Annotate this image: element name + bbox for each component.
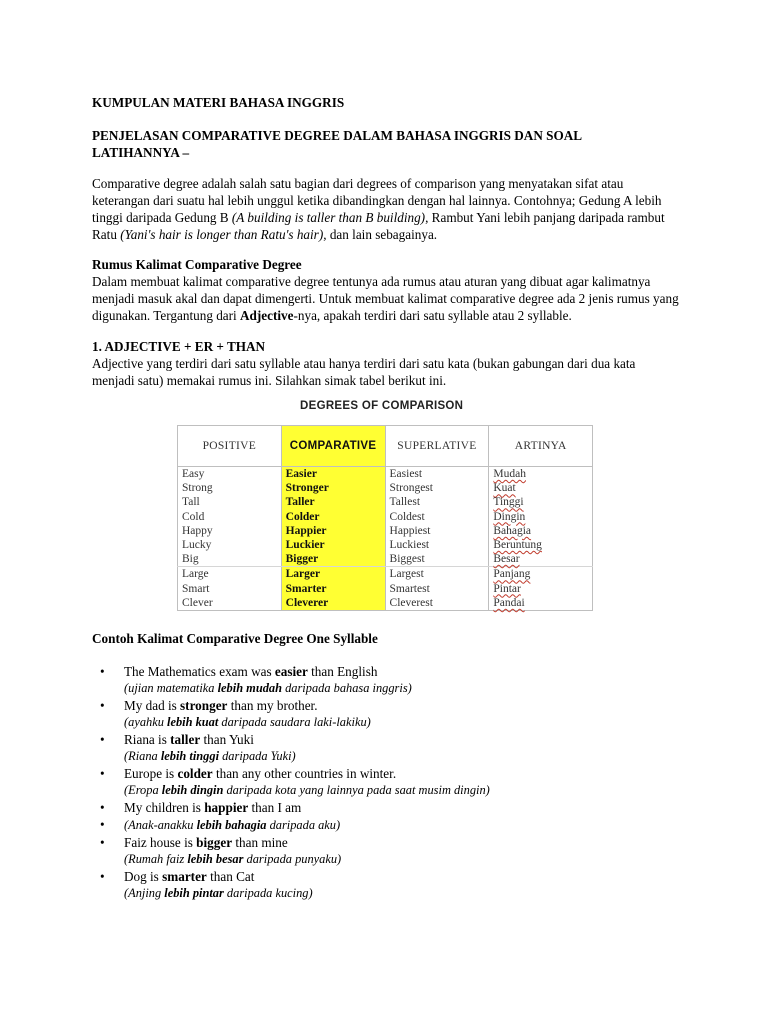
cell-artinya xyxy=(489,481,593,495)
example-translation xyxy=(124,782,660,799)
translation-text: (Riana xyxy=(124,749,161,763)
cell-superlative: Biggest xyxy=(385,552,489,567)
table-row xyxy=(178,467,593,482)
example-sentence-text: Dog is xyxy=(124,869,163,884)
intro-text-2: , Rambut Yani lebih panjang daripada rambut Ratu xyxy=(92,210,665,242)
example-sentence-text: than mine xyxy=(232,835,288,850)
example-sentence-text: than any other countries in winter. xyxy=(212,766,397,781)
translation-bold: lebih kuat xyxy=(167,715,219,729)
rumus-text-1: Dalam membuat kalimat comparative degree tentunya ada rumus atau aturan yang dibuat agar kalimatnya menjadi masuk akal dan dapat dimengerti. Untuk membuat kalimat comparative degree ada 2 jenis rumus yang digunakan. Tergantung dari xyxy=(92,274,679,323)
examples-list xyxy=(100,663,660,902)
rumus-heading: Rumus Kalimat Comparative Degree xyxy=(92,257,302,272)
cell-positive: Clever xyxy=(178,596,282,611)
cell-superlative: Coldest xyxy=(385,510,489,524)
intro-example-2: (Yani's hair is longer than Ratu's hair) xyxy=(120,227,324,242)
translation-text: daripada bahasa inggris) xyxy=(282,681,412,695)
cell-comparative: Colder xyxy=(281,510,385,524)
table-row xyxy=(178,524,593,538)
cell-artinya-text: Kuat xyxy=(493,482,516,495)
cell-superlative: Easiest xyxy=(385,467,489,482)
cell-artinya-text: Beruntung xyxy=(493,539,542,552)
translation-text: (Anak-anakku xyxy=(124,818,197,832)
cell-artinya xyxy=(489,495,593,509)
list-item xyxy=(100,697,660,731)
translation-text: daripada saudara laki-lakiku) xyxy=(218,715,371,729)
cell-artinya xyxy=(489,538,593,552)
example-translation xyxy=(124,714,660,731)
cell-artinya-text: Pandai xyxy=(493,596,525,609)
cell-artinya-text: Besar xyxy=(493,553,520,566)
cell-comparative: Easier xyxy=(281,467,385,482)
bullet-icon: • xyxy=(100,817,105,832)
bullet-icon: • xyxy=(100,800,105,815)
table-row xyxy=(178,567,593,582)
list-item xyxy=(100,834,660,868)
translation-bold: lebih besar xyxy=(187,852,244,866)
cell-artinya-text: Tinggi xyxy=(493,496,524,509)
cell-superlative: Largest xyxy=(385,567,489,582)
list-item xyxy=(100,868,660,902)
intro-example-1: (A building is taller than B building) xyxy=(231,210,426,225)
cell-artinya-text: Mudah xyxy=(493,468,526,481)
bullet-icon: • xyxy=(100,732,105,747)
rumus-paragraph xyxy=(92,273,684,324)
example-translation xyxy=(124,885,660,902)
bullet-icon: • xyxy=(100,835,105,850)
cell-positive: Strong xyxy=(178,481,282,495)
cell-comparative: Luckier xyxy=(281,538,385,552)
example-translation xyxy=(124,851,660,868)
bullet-icon: • xyxy=(100,869,105,884)
cell-artinya xyxy=(489,510,593,524)
translation-text: daripada punyaku) xyxy=(243,852,342,866)
cell-comparative: Smarter xyxy=(281,582,385,596)
cell-artinya xyxy=(489,552,593,567)
translation-bold: lebih pintar xyxy=(164,886,224,900)
cell-artinya-text: Panjang xyxy=(493,568,531,581)
header-artinya: ARTINYA xyxy=(489,426,593,467)
example-sentence-text: than Yuki xyxy=(200,732,254,747)
translation-text: (Eropa xyxy=(124,783,162,797)
table-row xyxy=(178,495,593,509)
translation-bold: lebih bahagia xyxy=(196,818,267,832)
rumus-bold-adjective: Adjective xyxy=(240,308,294,323)
bullet-icon: • xyxy=(100,698,105,713)
translation-text: (ayahku xyxy=(124,715,168,729)
intro-paragraph xyxy=(92,175,667,243)
example-translation xyxy=(124,680,660,697)
example-sentence-text: Riana is xyxy=(124,732,171,747)
cell-artinya xyxy=(489,467,593,482)
cell-positive: Big xyxy=(178,552,282,567)
example-comparative-word: taller xyxy=(170,732,201,747)
rumus-text-2: -nya, apakah terdiri dari satu syllable atau 2 syllable. xyxy=(293,308,572,323)
translation-bold: lebih tinggi xyxy=(160,749,220,763)
cell-superlative: Luckiest xyxy=(385,538,489,552)
list-item xyxy=(100,731,660,765)
cell-artinya xyxy=(489,582,593,596)
table-row xyxy=(178,582,593,596)
header-comparative: COMPARATIVE xyxy=(281,426,385,467)
cell-comparative: Stronger xyxy=(281,481,385,495)
cell-comparative: Happier xyxy=(281,524,385,538)
example-comparative-word: easier xyxy=(274,664,308,679)
cell-comparative: Cleverer xyxy=(281,596,385,611)
cell-artinya-text: Bahagia xyxy=(493,524,532,537)
cell-comparative: Bigger xyxy=(281,552,385,567)
example-comparative-word: bigger xyxy=(196,835,233,850)
cell-positive: Smart xyxy=(178,582,282,596)
section1-paragraph: Adjective yang terdiri dari satu syllable atau hanya terdiri dari satu kata (bukan gabungan dari dua kata menjadi satu) memakai rumus ini. Silahkan simak tabel berikut ini. xyxy=(92,356,636,388)
cell-superlative: Happiest xyxy=(385,524,489,538)
table-title: DEGREES OF COMPARISON xyxy=(300,400,464,412)
cell-positive: Cold xyxy=(178,510,282,524)
document-subtitle: PENJELASAN COMPARATIVE DEGREE DALAM BAHASA INGGRIS DAN SOAL LATIHANNYA – xyxy=(92,128,582,160)
header-superlative: SUPERLATIVE xyxy=(385,426,489,467)
example-translation xyxy=(124,748,660,765)
table-row xyxy=(178,538,593,552)
cell-artinya xyxy=(489,567,593,582)
list-item xyxy=(100,799,660,816)
translation-text: (Rumah faiz xyxy=(124,852,188,866)
cell-positive: Lucky xyxy=(178,538,282,552)
example-comparative-word: colder xyxy=(177,766,213,781)
example-sentence-text: than English xyxy=(307,664,378,679)
example-sentence-text: The Mathematics exam was xyxy=(124,664,275,679)
cell-comparative: Taller xyxy=(281,495,385,509)
example-sentence-text: than my brother. xyxy=(227,698,318,713)
cell-positive: Large xyxy=(178,567,282,582)
example-sentence-text: My children is xyxy=(124,800,205,815)
list-item xyxy=(100,765,660,799)
table-row xyxy=(178,596,593,611)
cell-positive: Tall xyxy=(178,495,282,509)
table-row xyxy=(178,481,593,495)
translation-text: daripada aku) xyxy=(266,818,341,832)
example-translation-inline xyxy=(124,818,340,832)
translation-bold: lebih mudah xyxy=(217,681,282,695)
cell-superlative: Cleverest xyxy=(385,596,489,611)
list-item xyxy=(100,816,660,834)
translation-text: (Anjing xyxy=(124,886,165,900)
example-comparative-word: stronger xyxy=(180,698,228,713)
translation-text: (ujian matematika xyxy=(124,681,218,695)
table-row xyxy=(178,552,593,567)
cell-positive: Happy xyxy=(178,524,282,538)
cell-superlative: Strongest xyxy=(385,481,489,495)
example-sentence-text: Faiz house is xyxy=(124,835,197,850)
section1-heading: 1. ADJECTIVE + ER + THAN xyxy=(92,339,266,354)
bullet-icon: • xyxy=(100,766,105,781)
cell-comparative: Larger xyxy=(281,567,385,582)
translation-text: daripada kucing) xyxy=(223,886,313,900)
example-comparative-word: smarter xyxy=(162,869,207,884)
cell-artinya-text: Pintar xyxy=(493,582,521,595)
cell-positive: Easy xyxy=(178,467,282,482)
table-row xyxy=(178,510,593,524)
example-sentence-text: than I am xyxy=(248,800,302,815)
example-sentence-text: My dad is xyxy=(124,698,181,713)
bullet-icon: • xyxy=(100,664,105,679)
document-title: KUMPULAN MATERI BAHASA INGGRIS xyxy=(92,95,345,110)
intro-text-3: , dan lain sebagainya. xyxy=(323,227,438,242)
example-comparative-word: happier xyxy=(204,800,249,815)
list-item xyxy=(100,663,660,697)
translation-text: daripada Yuki) xyxy=(219,749,296,763)
table-header-row xyxy=(178,426,593,467)
cell-superlative: Tallest xyxy=(385,495,489,509)
cell-artinya-text: Dingin xyxy=(493,510,526,523)
intro-text-1: Comparative degree adalah salah satu bagian dari degrees of comparison yang menyatakan sifat atau keterangan dari suatu hal lebih unggul ketika dibandingkan dengan hal lainnya. Contohnya; Gedung A lebih tinggi daripada Gedung B xyxy=(92,176,662,225)
cell-artinya xyxy=(489,524,593,538)
example-sentence-text: Europe is xyxy=(124,766,178,781)
degrees-table xyxy=(177,425,593,611)
examples-heading: Contoh Kalimat Comparative Degree One Syllable xyxy=(92,631,378,646)
example-sentence-text: than Cat xyxy=(206,869,255,884)
cell-artinya xyxy=(489,596,593,611)
header-positive: POSITIVE xyxy=(178,426,282,467)
translation-bold: lebih dingin xyxy=(161,783,224,797)
translation-text: daripada kota yang lainnya pada saat musim dingin) xyxy=(223,783,490,797)
cell-superlative: Smartest xyxy=(385,582,489,596)
